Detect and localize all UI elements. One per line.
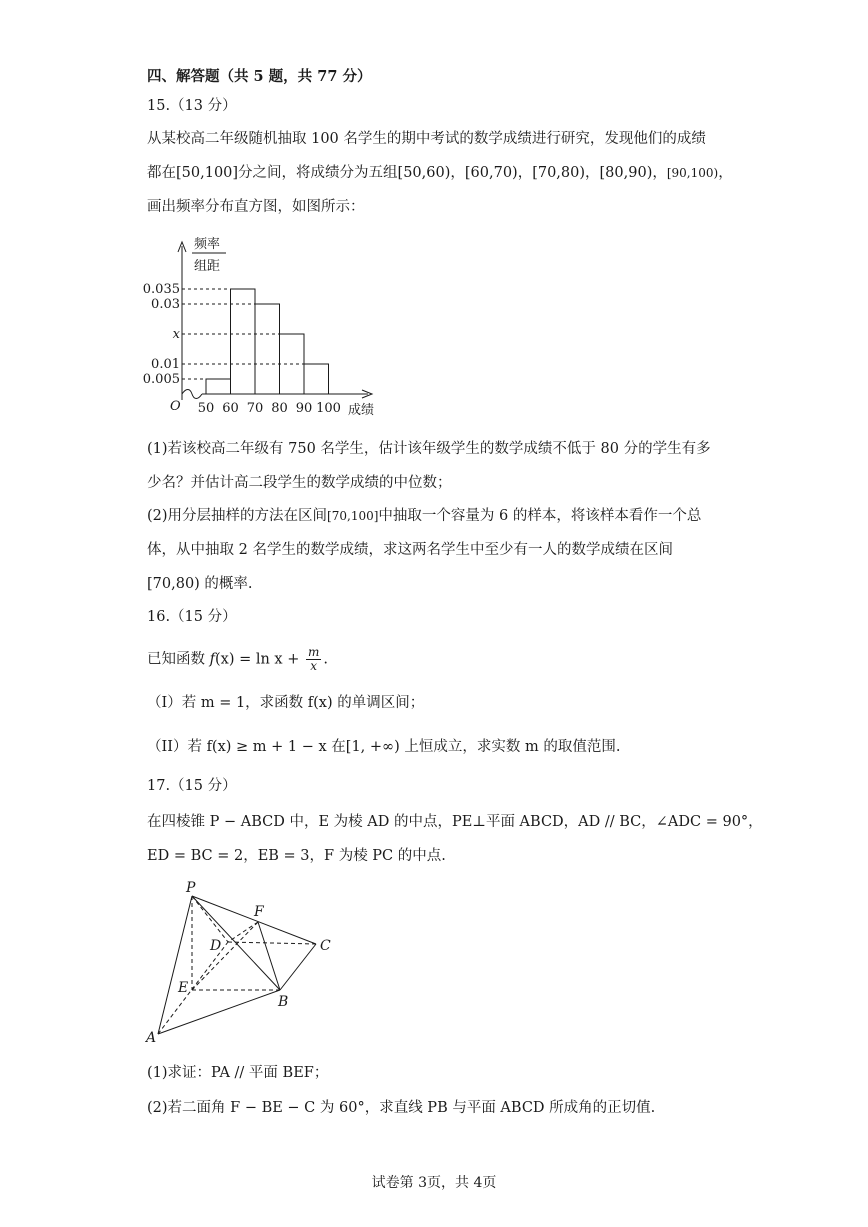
q15-part2-line2: 体，从中抽取 2 名学生的数学成绩，求这两名学生中至少有一人的数学成绩在区间 <box>147 542 673 558</box>
x-tick-label: 70 <box>246 401 264 416</box>
x-tick-label: 80 <box>271 401 288 416</box>
histogram-bar <box>206 379 231 394</box>
q16-stmt-f: f <box>209 651 215 668</box>
y-tick-label: 0.01 <box>151 357 180 372</box>
edge-PA <box>158 896 192 1034</box>
q15-para1: 从某校高二年级随机抽取 100 名学生的期中考试的数学成绩进行研究，发现他们的成绩 <box>147 131 706 147</box>
x-tick-label: 90 <box>295 401 313 416</box>
q17-header: 17.（15 分） <box>147 778 237 794</box>
q15-para2a: 都在[50,100]分之间，将成绩分为五组[50,60)，[60,70)，[70,80)，[80,90)， <box>147 165 667 181</box>
section-heading: 四、解答题（共 5 题，共 77 分） <box>147 68 372 85</box>
edge-FB <box>258 922 280 990</box>
q15-para2 <box>147 163 733 183</box>
q16-statement <box>147 646 328 673</box>
label-P: P <box>186 880 196 896</box>
q15-para3: 画出频率分布直方图，如图所示： <box>147 199 365 215</box>
histogram-bar <box>255 304 280 394</box>
label-A: A <box>146 1030 157 1046</box>
edge-AB <box>158 990 280 1034</box>
q16-header: 16.（15 分） <box>147 609 237 625</box>
q15-part2-1b: [70,100] <box>327 509 379 523</box>
label-D: D <box>210 938 222 954</box>
q16-stmt-end: . <box>323 651 328 668</box>
q16-frac-den: x <box>310 659 318 673</box>
x-tick-label: 60 <box>222 401 239 416</box>
histogram-bar <box>231 289 256 394</box>
ylabel-den: 组距 <box>194 259 221 274</box>
q17-line1: 在四棱锥 P − ABCD 中，E 为棱 AD 的中点，PE⊥平面 ABCD，AD // BC，∠ADC = 90°， <box>147 814 763 830</box>
origin-label: O <box>170 399 181 414</box>
ylabel-num: 频率 <box>194 237 221 252</box>
q15-para2b: [90,100) <box>666 166 719 180</box>
pyramid-diagram <box>140 876 340 1048</box>
frequency-histogram <box>140 228 400 424</box>
label-C: C <box>320 938 331 954</box>
q15-part2-line1 <box>147 506 701 526</box>
q15-part1-line2: 少名？并估计高二段学生的数学成绩的中位数； <box>147 475 452 491</box>
q16-part2: （II）若 f(x) ≥ m + 1 − x 在[1, +∞) 上恒成立，求实数 m 的取值范围. <box>147 739 621 755</box>
y-tick-label: 0.035 <box>142 282 180 297</box>
q17-part2: (2)若二面角 F − BE − C 为 60°，求直线 PB 与平面 ABCD 所成角的正切值. <box>147 1100 656 1116</box>
page-footer: 试卷第 3页，共 4页 <box>371 1175 497 1191</box>
label-E: E <box>178 980 189 996</box>
histogram-bar <box>304 364 329 394</box>
q15-para2c: ， <box>718 165 733 181</box>
q17-line2: ED = BC = 2，EB = 3，F 为棱 PC 的中点. <box>147 848 446 864</box>
edge-AD <box>158 942 228 1034</box>
label-F: F <box>254 904 264 920</box>
label-B: B <box>278 994 289 1010</box>
edge-FD <box>228 922 258 942</box>
q15-header: 15.（13 分） <box>147 98 237 114</box>
x-tick-label: 50 <box>197 401 215 416</box>
q17-part1: (1)求证：PA // 平面 BEF； <box>147 1065 329 1081</box>
q16-frac-num: m <box>307 645 320 659</box>
y-tick-label: x <box>172 327 180 342</box>
q16-part1: （I）若 m = 1，求函数 f(x) 的单调区间； <box>147 695 425 711</box>
q15-part2-line3: [70,80) 的概率. <box>147 576 253 592</box>
q16-stmt-a: 已知函数 <box>147 651 210 668</box>
y-tick-label: 0.03 <box>151 297 180 312</box>
q16-fraction <box>306 646 321 673</box>
y-tick-label: 0.005 <box>142 372 180 387</box>
q16-stmt-b: (x) = ln x + <box>214 651 304 668</box>
axis-break <box>182 390 202 399</box>
edge-DC <box>228 942 316 944</box>
q15-part2-1a: (2)用分层抽样的方法在区间 <box>147 508 328 524</box>
q15-part1-line1: (1)若该校高二年级有 750 名学生，估计该年级学生的数学成绩不低于 80 分的学生有多 <box>147 441 711 457</box>
x-axis-label: 成绩 <box>348 403 375 418</box>
edge-BC <box>280 944 316 990</box>
q15-part2-1c: 中抽取一个容量为 6 的样本，将该样本看作一个总 <box>378 508 702 524</box>
x-tick-label: 100 <box>316 401 341 416</box>
